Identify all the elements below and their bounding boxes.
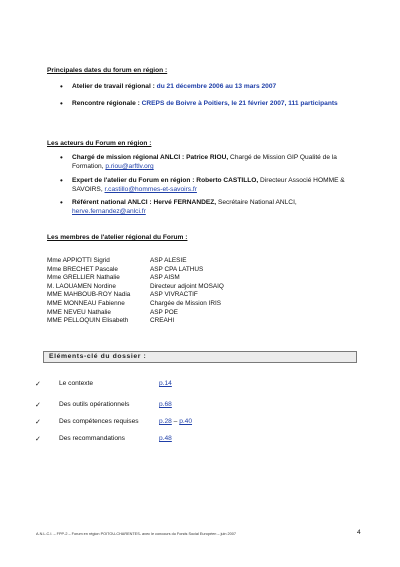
member-org: ASP ALESIE xyxy=(150,257,187,264)
checkmark-icon: ✓ xyxy=(35,402,41,409)
actor-desc: Chargé de Mission GIP Qualité de la Formation, xyxy=(72,154,337,170)
date-label: Atelier de travail régional : xyxy=(72,83,155,90)
member-org: Directeur adjoint MOSAIQ xyxy=(150,282,224,290)
member-org: ASP VIVRACTIF xyxy=(150,291,198,299)
member-org: ASP POE xyxy=(150,308,178,316)
member-name: MME MONNEAU Fabienne xyxy=(47,299,125,307)
bullet-icon: • xyxy=(60,82,63,91)
key-label: Le contexte xyxy=(59,380,94,387)
member-row xyxy=(47,283,367,292)
actor-email-link[interactable]: p.riou@arftlv.org xyxy=(105,163,154,170)
bullet-icon: • xyxy=(60,153,63,162)
actors-heading: Les acteurs du Forum en région : xyxy=(47,140,152,147)
page-footer: A.N.L.C.I. – FPP-2 – Forum en région POITOU-CHARENTES- avec le concours du Fonds Social Européen – juin 2007 xyxy=(36,532,236,536)
date-label: Rencontre régionale : xyxy=(72,100,140,107)
member-name: M. LAOUAMEN Nordine xyxy=(47,282,116,290)
key-label: Des outils opérationnels xyxy=(59,401,130,408)
page-separator: – xyxy=(171,418,180,425)
page-link[interactable]: p.48 xyxy=(159,435,172,442)
key-row-recommandations xyxy=(35,435,335,445)
key-elements-bar xyxy=(43,351,357,363)
page-link[interactable]: p.14 xyxy=(159,380,172,387)
page-link[interactable]: p.68 xyxy=(159,401,172,408)
member-name: MME NEVEU Nathalie xyxy=(47,308,111,316)
member-row xyxy=(47,300,367,309)
actor-item-castillo xyxy=(60,176,360,196)
page-link[interactable]: p.40 xyxy=(179,418,193,425)
checkmark-icon: ✓ xyxy=(35,381,41,388)
member-org: ASP CPA LATHUS xyxy=(150,265,204,273)
bullet-icon: • xyxy=(60,198,63,207)
member-row xyxy=(47,257,367,266)
date-item-rencontre xyxy=(60,99,360,119)
actor-desc: Secrétaire National ANLCI, xyxy=(216,199,297,206)
actor-label: Référent national ANLCI : Hervé FERNANDEZ, xyxy=(72,199,217,206)
member-row xyxy=(47,291,367,300)
key-label: Des recommandations xyxy=(59,435,125,442)
page-link[interactable]: p.28 xyxy=(159,418,172,425)
member-name: MME PELLOQUIN Elisabeth xyxy=(47,317,129,325)
checkmark-icon: ✓ xyxy=(35,419,41,426)
member-row xyxy=(47,266,367,275)
actor-label: Chargé de mission régional ANLCI : Patrice RIOU, xyxy=(72,154,229,161)
actor-item-fernandez xyxy=(60,198,360,218)
bullet-icon: • xyxy=(60,99,63,108)
actor-email-link[interactable]: herve.fernandez@anlci.fr xyxy=(72,208,146,215)
actor-desc: Directeur Associé HOMME & SAVOIRS, xyxy=(72,177,345,193)
date-value: CREPS de Boivre à Poitiers, le 21 février 2007, 111 participants xyxy=(141,100,338,107)
member-org: CREAHI xyxy=(150,317,175,325)
key-row-contexte xyxy=(35,380,335,390)
key-elements-title: Eléments-clé du dossier : xyxy=(49,353,147,360)
member-name: Mme BRECHET Pascale xyxy=(47,265,118,273)
members-list xyxy=(47,257,367,326)
actor-item-riou xyxy=(60,153,360,173)
member-name: Mme APPIOTTI Sigrid xyxy=(47,257,110,264)
actor-email-link[interactable]: r.castillo@hommes-et-savoirs.fr xyxy=(104,186,197,193)
key-row-outils xyxy=(35,401,335,411)
members-heading: Les membres de l'atelier régional du Forum : xyxy=(47,234,188,241)
member-row xyxy=(47,309,367,318)
member-org: Chargée de Mission IRIS xyxy=(150,299,222,307)
bullet-icon: • xyxy=(60,176,63,185)
actor-label: Expert de l'atelier du Forum en région : Roberto CASTILLO, xyxy=(72,177,259,184)
date-value: du 21 décembre 2006 au 13 mars 2007 xyxy=(156,83,277,90)
key-row-competences xyxy=(35,418,335,428)
member-name: Mme GRELLIER Nathalie xyxy=(47,274,120,282)
dates-heading: Principales dates du forum en région : xyxy=(47,67,168,74)
member-row xyxy=(47,317,367,326)
key-label: Des compétences requises xyxy=(59,418,139,425)
member-org: ASP AISM xyxy=(150,274,180,282)
page-number: 4 xyxy=(357,529,361,536)
member-name: MME MAHBOUB-ROY Nadia xyxy=(47,291,131,299)
checkmark-icon: ✓ xyxy=(35,436,41,443)
member-row xyxy=(47,274,367,283)
